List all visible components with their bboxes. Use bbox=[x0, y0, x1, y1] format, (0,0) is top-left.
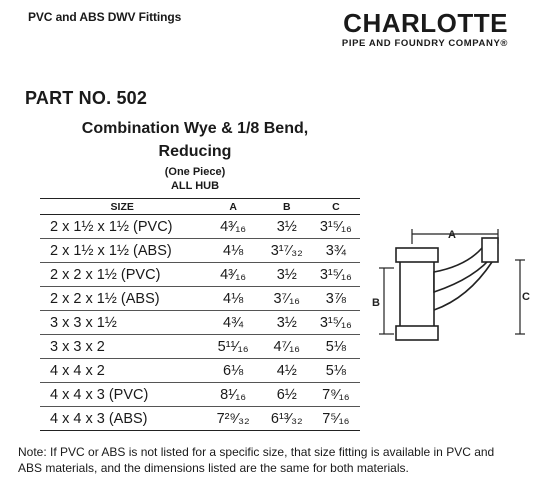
cell-a: 6⅛ bbox=[204, 359, 261, 383]
table-row bbox=[40, 335, 360, 359]
cell-b: 4½ bbox=[262, 359, 312, 383]
product-subtitle-line2: ALL HUB bbox=[170, 180, 220, 192]
brand-logo bbox=[342, 10, 508, 49]
cell-c: 3¾ bbox=[312, 239, 360, 263]
table-row bbox=[40, 215, 360, 239]
table-row bbox=[40, 383, 360, 407]
cell-a: 5¹¹⁄₁₆ bbox=[204, 335, 261, 359]
cell-size: 2 x 1½ x 1½ (PVC) bbox=[40, 215, 204, 239]
dimensions-table bbox=[40, 198, 360, 431]
footnote: Note: If PVC or ABS is not listed for a specific size, that size fitting is available in PVC and ABS materials, and the dimensions listed are the same for both materials. bbox=[18, 445, 495, 475]
label-c: C bbox=[522, 291, 530, 303]
cell-size: 2 x 2 x 1½ (ABS) bbox=[40, 287, 204, 311]
cell-a: 4⅛ bbox=[204, 239, 261, 263]
cell-c: 3¹⁵⁄₁₆ bbox=[312, 311, 360, 335]
cell-size: 2 x 1½ x 1½ (ABS) bbox=[40, 239, 204, 263]
table-row bbox=[40, 359, 360, 383]
column-header-a: A bbox=[204, 199, 261, 215]
cell-c: 7⁹⁄₁₆ bbox=[312, 383, 360, 407]
table-row bbox=[40, 407, 360, 431]
table-row bbox=[40, 311, 360, 335]
cell-c: 7⁵⁄₁₆ bbox=[312, 407, 360, 431]
cell-size: 4 x 4 x 2 bbox=[40, 359, 204, 383]
label-b: B bbox=[372, 297, 380, 309]
cell-a: 4³⁄₁₆ bbox=[204, 263, 261, 287]
cell-a: 4³⁄₁₆ bbox=[204, 215, 261, 239]
cell-b: 3½ bbox=[262, 263, 312, 287]
label-a: A bbox=[448, 229, 456, 241]
table-row bbox=[40, 263, 360, 287]
cell-c: 3¹⁵⁄₁₆ bbox=[312, 215, 360, 239]
cell-b: 4⁷⁄₁₆ bbox=[262, 335, 312, 359]
cell-size: 2 x 2 x 1½ (PVC) bbox=[40, 263, 204, 287]
column-header-size: SIZE bbox=[40, 199, 204, 215]
branch-hub bbox=[482, 238, 498, 262]
cell-b: 3¹⁷⁄₃₂ bbox=[262, 239, 312, 263]
cell-a: 4⅛ bbox=[204, 287, 261, 311]
cell-a: 7²⁹⁄₃₂ bbox=[204, 407, 261, 431]
cell-b: 3½ bbox=[262, 215, 312, 239]
cell-size: 3 x 3 x 1½ bbox=[40, 311, 204, 335]
bottom-hub bbox=[396, 326, 438, 340]
cell-size: 4 x 4 x 3 (PVC) bbox=[40, 383, 204, 407]
top-hub bbox=[396, 248, 438, 262]
cell-c: 5⅛ bbox=[312, 359, 360, 383]
cell-c: 3⅞ bbox=[312, 287, 360, 311]
cell-a: 8¹⁄₁₆ bbox=[204, 383, 261, 407]
table-header-row bbox=[40, 199, 360, 215]
column-header-b: B bbox=[262, 199, 312, 215]
table-row bbox=[40, 239, 360, 263]
cell-b: 6¹³⁄₃₂ bbox=[262, 407, 312, 431]
cell-b: 3⁷⁄₁₆ bbox=[262, 287, 312, 311]
cell-a: 4¾ bbox=[204, 311, 261, 335]
table-row bbox=[40, 287, 360, 311]
cell-b: 3½ bbox=[262, 311, 312, 335]
cell-size: 3 x 3 x 2 bbox=[40, 335, 204, 359]
cell-c: 5⅛ bbox=[312, 335, 360, 359]
column-header-c: C bbox=[312, 199, 360, 215]
part-number: PART NO. 502 bbox=[25, 88, 148, 108]
main-pipe bbox=[400, 258, 434, 330]
product-subtitle-line1: (One Piece) bbox=[164, 166, 226, 178]
page-category-header: PVC and ABS DWV Fittings bbox=[28, 10, 182, 24]
cell-c: 3¹⁵⁄₁₆ bbox=[312, 263, 360, 287]
product-title-line2: Reducing bbox=[158, 143, 232, 160]
product-title-line1: Combination Wye & 1/8 Bend, bbox=[81, 120, 309, 137]
brand-subtitle: PIPE AND FOUNDRY COMPANY® bbox=[341, 38, 508, 49]
fitting-diagram bbox=[370, 214, 530, 374]
brand-name: CHARLOTTE bbox=[343, 8, 508, 38]
fitting-body bbox=[396, 238, 498, 340]
cell-size: 4 x 4 x 3 (ABS) bbox=[40, 407, 204, 431]
cell-b: 6½ bbox=[262, 383, 312, 407]
